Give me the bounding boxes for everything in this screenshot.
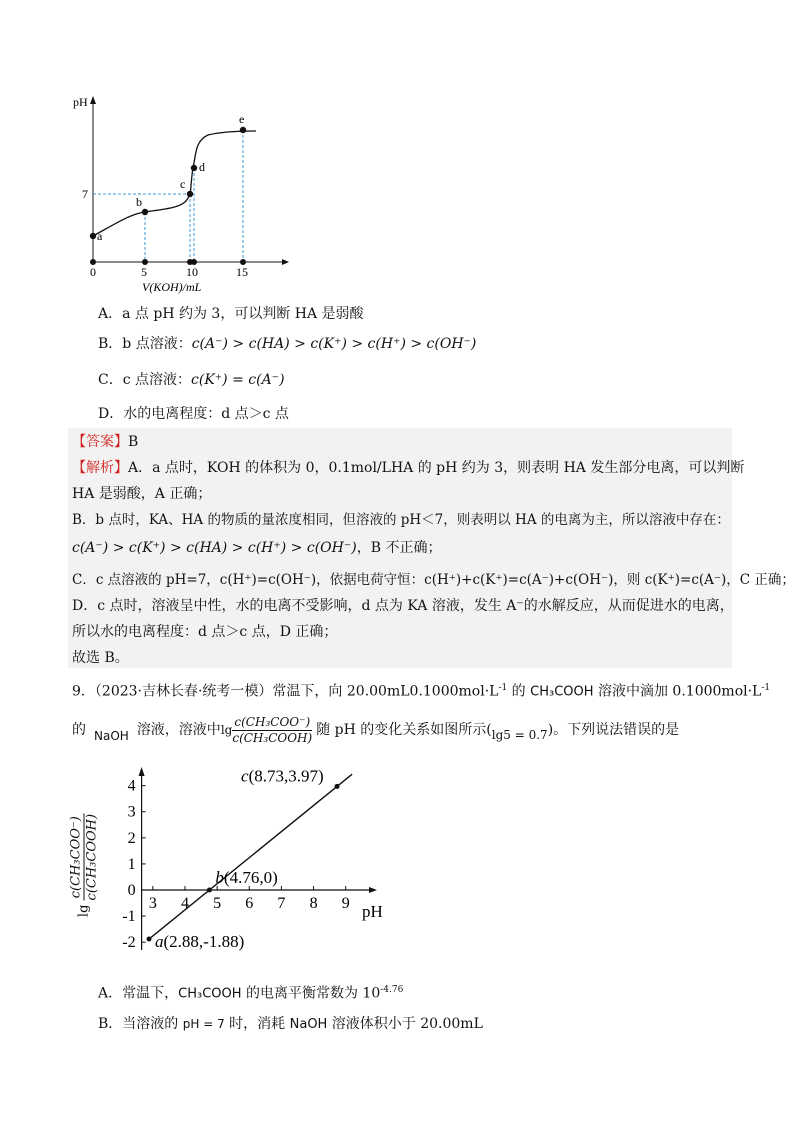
x-axis-arrow — [282, 259, 289, 265]
analysis-line-5: C．c 点溶液的 pH=7，c(H⁺)=c(OH⁻)，依据电荷守恒：c(H⁺)+c(K⁺)=c(A⁻)+c(OH⁻)，则 c(K⁺)=c(A⁻)，C 正确； — [72, 572, 795, 588]
q9-stem-1-sup: -1 — [498, 683, 508, 693]
q9-stem-1c: 溶液中滴加 0.1000mol·L — [593, 683, 762, 700]
x-axis-label: V(KOH)/mL — [142, 280, 202, 294]
q9-option-b-1: B．当溶液的 — [98, 1016, 183, 1032]
point-c — [187, 191, 193, 197]
titration-chart — [60, 90, 290, 300]
q9-option-b-3: 溶液体积小于 20.00mL — [327, 1016, 483, 1032]
q9-x-axis-arrow — [369, 887, 377, 893]
analysis-line-3: B．b 点时，KA、HA 的物质的量浓度相同，但溶液的 pH＜7，则表明以 HA 的电离为主，所以溶液中存在： — [72, 512, 730, 528]
q9-option-b-naoh: NaOH — [289, 1017, 328, 1032]
q9-point-label-0: a(2.88,-1.88) — [155, 932, 245, 952]
q9-y-label-lg: lg — [76, 904, 92, 918]
q9-option-a — [98, 980, 403, 1005]
q9-option-b-ph: pH = 7 — [182, 1017, 225, 1031]
answer-tag: 【答案】 — [72, 434, 128, 450]
q9-x-tick-9: 9 — [341, 895, 350, 912]
q9-point-1 — [207, 888, 212, 893]
q9-stem-2-naoh: NaOH — [94, 729, 129, 743]
point-d — [191, 165, 197, 171]
q8-option-b-prefix: B．b 点溶液： — [98, 336, 192, 352]
q9-stem-1a: 9．（2023·吉林长春·统考一模）常温下，向 20.00mL0.1000mol·L — [72, 683, 499, 700]
q9-x-axis-label: pH — [362, 902, 383, 921]
q9-option-b-2: 时，消耗 — [224, 1016, 290, 1032]
q9-y-label-den: c(CH₃COOH) — [84, 813, 100, 901]
q9-y-tick-3: 3 — [127, 803, 136, 821]
q8-option-b — [98, 334, 476, 354]
analysis-line-6: D．c 点时，溶液呈中性，水的电离不受影响，d 点为 KA 溶液，发生 A⁻的水解反应，从而促进水的电离， — [72, 598, 734, 614]
point-e — [240, 127, 246, 133]
q8-option-c — [98, 370, 285, 390]
analysis-line-1 — [72, 458, 744, 478]
q9-stem-1-chem: CH₃COOH — [530, 684, 594, 700]
q9-y-tick-4: 4 — [127, 777, 136, 795]
q9-y-tick--2: -2 — [122, 934, 136, 952]
titration-curve — [93, 131, 256, 236]
q9-stem-frac-num: c(CH₃COO⁻) — [232, 715, 312, 731]
q9-stem-2c: 随 pH 的变化关系如图所示( — [316, 722, 492, 738]
q9-stem-2-lg: lg — [220, 723, 233, 737]
point-label-c: c — [180, 177, 186, 191]
q9-option-a-1: A．常温下， — [98, 985, 179, 1002]
q9-point-label-2: c(8.73,3.97) — [241, 766, 324, 786]
q9-y-tick-1: 1 — [127, 855, 136, 873]
q9-point-0 — [147, 937, 152, 942]
q9-point-label-1: b(4.76,0) — [215, 868, 278, 887]
q9-option-a-2: 的电离平衡常数为 10 — [241, 985, 381, 1002]
q9-y-tick-2: 2 — [127, 829, 136, 847]
q9-stem-line-2 — [72, 710, 679, 750]
q9-stem-fraction — [232, 715, 312, 746]
q8-option-a: A．a 点 pH 约为 3，可以判断 HA 是弱酸 — [98, 306, 364, 322]
q9-stem-2d: )。下列说法错误的是 — [547, 722, 680, 738]
q9-stem-1b: 的 — [507, 683, 531, 700]
q9-option-a-chem: CH₃COOH — [178, 986, 242, 1002]
q9-x-tick-8: 8 — [309, 895, 318, 912]
x-tick-5: 5 — [141, 265, 147, 279]
q9-y-tick--1: -1 — [122, 908, 136, 926]
q9-y-axis-arrow — [139, 767, 145, 776]
q9-data-line — [149, 774, 352, 939]
point-label-d: d — [199, 160, 205, 174]
answer-line — [72, 432, 138, 452]
q9-stem-1-sup2: -1 — [761, 683, 771, 693]
point-b — [142, 209, 148, 215]
x-tick-10: 10 — [186, 265, 198, 279]
answer-value: B — [128, 434, 139, 450]
x-tick-15: 15 — [236, 265, 248, 279]
q9-stem-2-lg5: lg5 = 0.7 — [491, 728, 548, 742]
q9-x-tick-7: 7 — [277, 895, 286, 912]
point-label-e: e — [239, 112, 245, 126]
q9-stem-line-1 — [72, 678, 770, 703]
q8-option-d: D．水的电离程度：d 点＞c 点 — [98, 406, 289, 422]
q9-x-tick-3: 3 — [148, 895, 157, 912]
q9-y-label-wrap — [44, 790, 124, 940]
analysis-tail-b: ，B 不正确； — [356, 540, 442, 556]
q8-option-b-expr: c(A⁻) > c(HA) > c(K⁺) > c(H⁺) > c(OH⁻) — [191, 336, 477, 352]
point-a — [90, 233, 96, 239]
lg-ratio-chart — [90, 760, 400, 970]
q9-option-a-sup: -4.76 — [380, 985, 404, 995]
q9-x-tick-6: 6 — [245, 895, 254, 912]
point-label-b: b — [136, 195, 142, 209]
q9-x-tick-4: 4 — [181, 895, 189, 912]
q9-stem-2a: 的 — [72, 722, 86, 738]
q8-option-c-expr: c(K⁺) = c(A⁻) — [191, 372, 285, 388]
analysis-line-2: HA 是弱酸，A 正确； — [72, 486, 212, 502]
q9-y-label-num: c(CH₃COO⁻) — [69, 814, 85, 901]
analysis-line-7: 所以水的电离程度：d 点＞c 点，D 正确； — [72, 624, 338, 640]
q9-option-b — [98, 1014, 483, 1035]
q9-point-2 — [335, 784, 340, 789]
q9-y-axis-label — [69, 791, 100, 941]
analysis-line-4 — [72, 538, 441, 558]
analysis-text-1: A．a 点时，KOH 的体积为 0，0.1mol/LHA 的 pH 约为 3，则表明 HA 发生部分电离，可以判断 — [128, 460, 745, 476]
y-axis-arrow — [90, 96, 96, 104]
q9-y-label-frac — [69, 814, 100, 901]
x-tick-0: 0 — [90, 265, 96, 279]
analysis-tag: 【解析】 — [72, 460, 128, 476]
analysis-expr-b: c(A⁻) > c(K⁺) > c(HA) > c(H⁺) > c(OH⁻) — [72, 540, 357, 556]
y-tick-7: 7 — [82, 187, 88, 201]
point-label-a: a — [97, 229, 103, 243]
q9-stem-frac-den: c(CH₃COOH) — [232, 730, 313, 745]
q9-stem-2b: 溶液，溶液中 — [136, 722, 221, 738]
analysis-line-8: 故选 B。 — [72, 650, 129, 666]
q9-x-tick-5: 5 — [213, 895, 222, 912]
y-axis-label: pH — [73, 95, 88, 109]
q8-option-c-prefix: C．c 点溶液： — [98, 372, 192, 388]
q9-y-tick-0: 0 — [127, 882, 136, 899]
